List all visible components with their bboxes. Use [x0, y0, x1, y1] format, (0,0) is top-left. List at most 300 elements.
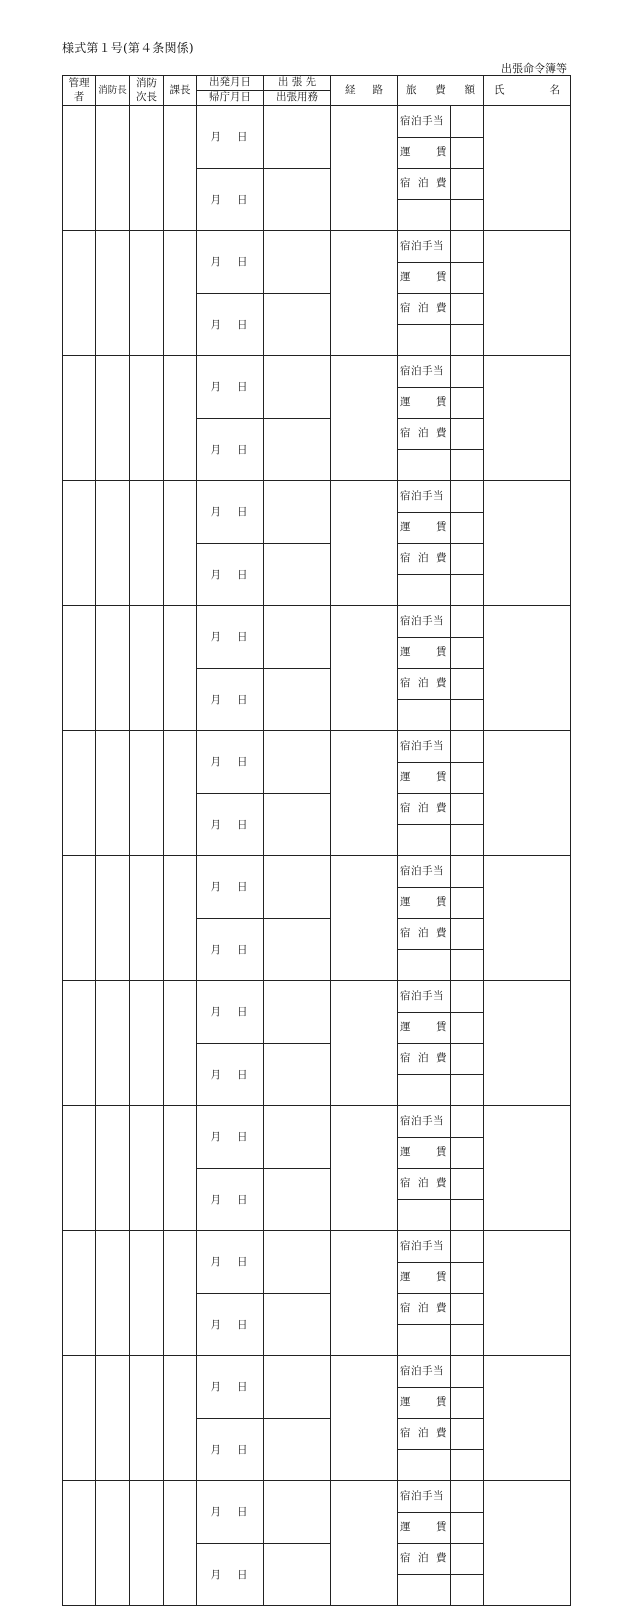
destination-cell[interactable]	[264, 356, 331, 419]
fare-amount[interactable]	[450, 262, 483, 293]
lodging-fee-char-1: 宿	[400, 802, 411, 814]
lodging-fee-amount[interactable]	[450, 1418, 483, 1449]
lodging-allowance-amount[interactable]	[450, 856, 483, 887]
lodging-allowance-label: 宿泊手当	[400, 1239, 444, 1252]
destination-cell[interactable]	[264, 606, 331, 669]
day-label: 日	[237, 318, 248, 331]
route-cell[interactable]	[331, 1356, 398, 1481]
fare-amount[interactable]	[450, 387, 483, 418]
header-manager-text: 管理者	[68, 77, 90, 103]
fare-amount[interactable]	[450, 637, 483, 668]
entry-row	[398, 949, 483, 980]
fire-chief-seal-cell[interactable]	[96, 481, 130, 606]
departure-date-cell[interactable]	[197, 481, 264, 544]
fare-label-cell	[398, 1137, 450, 1168]
name-cell[interactable]	[484, 856, 571, 981]
lodging-fee-char-1: 宿	[400, 1552, 411, 1564]
lodging-fee-label-cell	[398, 918, 450, 949]
lodging-fee-label-cell	[398, 1418, 450, 1449]
day-label: 日	[237, 1256, 248, 1269]
return-date-cell[interactable]	[197, 1293, 264, 1356]
day-label: 日	[237, 631, 248, 644]
lodging-allowance-label: 宿泊手当	[400, 364, 444, 377]
lodging-fee-char-2: 泊	[418, 927, 429, 939]
manager-seal-cell[interactable]	[63, 1481, 96, 1606]
departure-date-cell[interactable]	[197, 981, 264, 1044]
day-label: 日	[237, 1443, 248, 1456]
day-label: 日	[237, 1568, 248, 1581]
day-label: 日	[237, 506, 248, 519]
fare-label-char-2: 賃	[436, 146, 447, 158]
destination-cell[interactable]	[264, 731, 331, 794]
purpose-cell[interactable]	[264, 168, 331, 231]
fire-chief-seal-cell[interactable]	[96, 606, 130, 731]
fare-label-char-1: 運	[400, 521, 411, 533]
header-travel-expenses	[398, 76, 484, 106]
fare-label-cell	[398, 262, 450, 293]
departure-date-cell[interactable]	[197, 106, 264, 169]
return-date-cell[interactable]	[197, 168, 264, 231]
departure-date-cell[interactable]	[197, 1356, 264, 1419]
purpose-cell[interactable]	[264, 1043, 331, 1106]
fare-label-cell	[398, 637, 450, 668]
month-label: 月	[210, 443, 221, 456]
fare-label-char-1: 運	[400, 396, 411, 408]
entry-row	[398, 1074, 483, 1105]
expense-total-amount[interactable]	[450, 199, 483, 230]
entry-row	[398, 1137, 483, 1168]
fire-chief-seal-cell[interactable]	[96, 231, 130, 356]
return-date-cell[interactable]	[197, 918, 264, 981]
destination-cell[interactable]	[264, 1106, 331, 1169]
deputy-chief-seal-cell[interactable]	[130, 481, 164, 606]
lodging-fee-char-1: 宿	[400, 1177, 411, 1189]
fire-chief-seal-cell[interactable]	[96, 856, 130, 981]
entry-row	[398, 481, 483, 512]
header-purpose	[264, 91, 331, 106]
lodging-fee-label-cell	[398, 293, 450, 324]
lodging-fee-amount[interactable]	[450, 418, 483, 449]
entry-row	[398, 856, 483, 887]
deputy-chief-seal-cell[interactable]	[130, 1231, 164, 1356]
entry-row	[398, 199, 483, 230]
expense-total-amount[interactable]	[450, 949, 483, 980]
expense-total-blank	[398, 324, 450, 355]
manager-seal-cell[interactable]	[63, 231, 96, 356]
fire-chief-seal-cell[interactable]	[96, 106, 130, 231]
purpose-cell[interactable]	[264, 293, 331, 356]
lodging-allowance-amount[interactable]	[450, 1106, 483, 1137]
expense-total-amount[interactable]	[450, 1199, 483, 1230]
travel-expenses-cell	[398, 231, 484, 356]
fire-chief-seal-cell[interactable]	[96, 1481, 130, 1606]
expense-total-amount[interactable]	[450, 1449, 483, 1480]
header-return-date-text: 帰庁月日	[209, 91, 251, 104]
fare-label-cell	[398, 137, 450, 168]
lodging-fee-amount[interactable]	[450, 293, 483, 324]
expense-breakdown	[398, 1106, 483, 1230]
lodging-allowance-label-cell	[398, 231, 450, 262]
entry-row	[398, 418, 483, 449]
entry-row	[63, 356, 571, 419]
lodging-fee-char-1: 宿	[400, 1302, 411, 1314]
manager-seal-cell[interactable]	[63, 1231, 96, 1356]
section-chief-seal-cell[interactable]	[164, 1106, 197, 1231]
destination-cell[interactable]	[264, 231, 331, 294]
lodging-fee-char-3: 費	[436, 1427, 447, 1439]
lodging-fee-amount[interactable]	[450, 1043, 483, 1074]
purpose-cell[interactable]	[264, 1543, 331, 1606]
return-date-cell[interactable]	[197, 668, 264, 731]
entry-row	[398, 1481, 483, 1512]
lodging-allowance-label-cell	[398, 356, 450, 387]
lodging-allowance-label-cell	[398, 1106, 450, 1137]
departure-date-cell[interactable]	[197, 731, 264, 794]
entry-row	[398, 824, 483, 855]
fare-amount[interactable]	[450, 1137, 483, 1168]
expense-total-blank	[398, 1074, 450, 1105]
fare-amount[interactable]	[450, 762, 483, 793]
day-label: 日	[237, 443, 248, 456]
purpose-cell[interactable]	[264, 1293, 331, 1356]
travel-expenses-cell	[398, 856, 484, 981]
header-departure-date	[197, 76, 264, 91]
header-section-chief	[164, 76, 197, 106]
expense-breakdown	[398, 731, 483, 855]
fare-label-char-1: 運	[400, 1146, 411, 1158]
route-cell[interactable]	[331, 481, 398, 606]
section-chief-seal-cell[interactable]	[164, 981, 197, 1106]
section-chief-seal-cell[interactable]	[164, 1231, 197, 1356]
return-date-cell[interactable]	[197, 793, 264, 856]
lodging-allowance-label-cell	[398, 1481, 450, 1512]
manager-seal-cell[interactable]	[63, 981, 96, 1106]
manager-seal-cell[interactable]	[63, 606, 96, 731]
return-date-cell[interactable]	[197, 1543, 264, 1606]
section-chief-seal-cell[interactable]	[164, 1356, 197, 1481]
month-label: 月	[210, 693, 221, 706]
month-label: 月	[210, 631, 221, 644]
fire-chief-seal-cell[interactable]	[96, 1356, 130, 1481]
manager-seal-cell[interactable]	[63, 856, 96, 981]
destination-cell[interactable]	[264, 1356, 331, 1419]
entry-row	[398, 543, 483, 574]
lodging-allowance-label: 宿泊手当	[400, 1364, 444, 1377]
purpose-cell[interactable]	[264, 1418, 331, 1481]
lodging-allowance-amount[interactable]	[450, 481, 483, 512]
entry-row	[398, 387, 483, 418]
departure-date-cell[interactable]	[197, 1481, 264, 1544]
manager-seal-cell[interactable]	[63, 1106, 96, 1231]
route-cell[interactable]	[331, 1481, 398, 1606]
name-cell[interactable]	[484, 1231, 571, 1356]
purpose-cell[interactable]	[264, 1168, 331, 1231]
lodging-fee-amount[interactable]	[450, 918, 483, 949]
expense-total-amount[interactable]	[450, 1324, 483, 1355]
lodging-allowance-amount[interactable]	[450, 106, 483, 137]
purpose-cell[interactable]	[264, 668, 331, 731]
lodging-fee-amount[interactable]	[450, 793, 483, 824]
route-cell[interactable]	[331, 1231, 398, 1356]
lodging-fee-char-2: 泊	[418, 1302, 429, 1314]
route-cell[interactable]	[331, 606, 398, 731]
route-cell[interactable]	[331, 356, 398, 481]
name-cell[interactable]	[484, 481, 571, 606]
fare-label-char-2: 賃	[436, 896, 447, 908]
entry-row	[398, 1387, 483, 1418]
entry-row	[398, 356, 483, 387]
deputy-chief-seal-cell[interactable]	[130, 1481, 164, 1606]
expense-breakdown	[398, 981, 483, 1105]
lodging-fee-label-cell	[398, 168, 450, 199]
entry-row	[63, 1356, 571, 1419]
fare-amount[interactable]	[450, 1262, 483, 1293]
day-label: 日	[237, 943, 248, 956]
route-cell[interactable]	[331, 856, 398, 981]
lodging-allowance-label: 宿泊手当	[400, 989, 444, 1002]
expense-breakdown	[398, 1356, 483, 1480]
manager-seal-cell[interactable]	[63, 731, 96, 856]
expense-total-amount[interactable]	[450, 1074, 483, 1105]
deputy-chief-seal-cell[interactable]	[130, 1106, 164, 1231]
return-date-cell[interactable]	[197, 293, 264, 356]
deputy-chief-seal-cell[interactable]	[130, 356, 164, 481]
header-expenses-char-3: 額	[464, 83, 475, 96]
day-label: 日	[237, 1381, 248, 1394]
expense-total-amount[interactable]	[450, 1574, 483, 1605]
header-name	[484, 76, 571, 106]
fare-amount[interactable]	[450, 137, 483, 168]
lodging-fee-amount[interactable]	[450, 543, 483, 574]
manager-seal-cell[interactable]	[63, 481, 96, 606]
month-label: 月	[210, 506, 221, 519]
day-label: 日	[237, 1193, 248, 1206]
route-cell[interactable]	[331, 731, 398, 856]
month-label: 月	[210, 1568, 221, 1581]
return-date-cell[interactable]	[197, 1043, 264, 1106]
month-label: 月	[210, 818, 221, 831]
route-cell[interactable]	[331, 106, 398, 231]
lodging-fee-char-1: 宿	[400, 927, 411, 939]
departure-date-cell[interactable]	[197, 606, 264, 669]
lodging-fee-amount[interactable]	[450, 1168, 483, 1199]
name-cell[interactable]	[484, 231, 571, 356]
lodging-allowance-amount[interactable]	[450, 1356, 483, 1387]
header-name-char-2: 名	[549, 83, 560, 96]
lodging-fee-char-2: 泊	[418, 1177, 429, 1189]
section-chief-seal-cell[interactable]	[164, 731, 197, 856]
lodging-allowance-amount[interactable]	[450, 356, 483, 387]
departure-date-cell[interactable]	[197, 856, 264, 919]
month-label: 月	[210, 568, 221, 581]
section-chief-seal-cell[interactable]	[164, 481, 197, 606]
name-cell[interactable]	[484, 731, 571, 856]
section-chief-seal-cell[interactable]	[164, 1481, 197, 1606]
purpose-cell[interactable]	[264, 918, 331, 981]
entry-row	[398, 699, 483, 730]
expense-breakdown	[398, 481, 483, 605]
travel-expenses-cell	[398, 1356, 484, 1481]
lodging-fee-char-3: 費	[436, 177, 447, 189]
expense-total-amount[interactable]	[450, 699, 483, 730]
entry-row	[398, 574, 483, 605]
lodging-allowance-amount[interactable]	[450, 1481, 483, 1512]
departure-date-cell[interactable]	[197, 1106, 264, 1169]
name-cell[interactable]	[484, 1356, 571, 1481]
lodging-fee-amount[interactable]	[450, 168, 483, 199]
entry-row	[63, 1481, 571, 1544]
section-chief-seal-cell[interactable]	[164, 231, 197, 356]
lodging-allowance-amount[interactable]	[450, 731, 483, 762]
manager-seal-cell[interactable]	[63, 106, 96, 231]
entry-row	[398, 606, 483, 637]
entry-row	[398, 324, 483, 355]
destination-cell[interactable]	[264, 1481, 331, 1544]
fare-label-char-1: 運	[400, 1021, 411, 1033]
fire-chief-seal-cell[interactable]	[96, 1106, 130, 1231]
section-chief-seal-cell[interactable]	[164, 856, 197, 981]
entry-row	[398, 1293, 483, 1324]
fare-amount[interactable]	[450, 512, 483, 543]
expense-total-amount[interactable]	[450, 824, 483, 855]
lodging-allowance-amount[interactable]	[450, 1231, 483, 1262]
fare-label-char-1: 運	[400, 146, 411, 158]
name-cell[interactable]	[484, 106, 571, 231]
section-chief-seal-cell[interactable]	[164, 106, 197, 231]
fare-label-char-1: 運	[400, 896, 411, 908]
day-label: 日	[237, 131, 248, 144]
entry-row	[398, 1324, 483, 1355]
day-label: 日	[237, 1131, 248, 1144]
deputy-chief-seal-cell[interactable]	[130, 856, 164, 981]
deputy-chief-seal-cell[interactable]	[130, 1356, 164, 1481]
expense-total-blank	[398, 824, 450, 855]
fare-label-char-1: 運	[400, 646, 411, 658]
name-cell[interactable]	[484, 981, 571, 1106]
lodging-allowance-label: 宿泊手当	[400, 239, 444, 252]
travel-expenses-cell	[398, 1231, 484, 1356]
manager-seal-cell[interactable]	[63, 356, 96, 481]
entry-row	[398, 1543, 483, 1574]
fare-label-char-1: 運	[400, 771, 411, 783]
entry-row	[398, 1168, 483, 1199]
lodging-fee-char-1: 宿	[400, 552, 411, 564]
expense-total-amount[interactable]	[450, 449, 483, 480]
purpose-cell[interactable]	[264, 793, 331, 856]
destination-cell[interactable]	[264, 856, 331, 919]
expense-total-blank	[398, 1449, 450, 1480]
deputy-chief-seal-cell[interactable]	[130, 981, 164, 1106]
entry-row	[398, 1231, 483, 1262]
section-chief-seal-cell[interactable]	[164, 606, 197, 731]
lodging-fee-char-3: 費	[436, 1552, 447, 1564]
fare-amount[interactable]	[450, 1512, 483, 1543]
fare-label-char-2: 賃	[436, 521, 447, 533]
route-cell[interactable]	[331, 231, 398, 356]
lodging-allowance-label-cell	[398, 856, 450, 887]
route-cell[interactable]	[331, 981, 398, 1106]
fare-amount[interactable]	[450, 1387, 483, 1418]
return-date-cell[interactable]	[197, 543, 264, 606]
lodging-allowance-label-cell	[398, 106, 450, 137]
header-fire-chief-text: 消防長	[98, 84, 127, 96]
entry-row	[63, 106, 571, 169]
fire-chief-seal-cell[interactable]	[96, 731, 130, 856]
fare-label-char-2: 賃	[436, 771, 447, 783]
entry-row	[398, 262, 483, 293]
lodging-fee-char-3: 費	[436, 1302, 447, 1314]
header-deputy-chief-text: 消防次長	[136, 77, 157, 103]
month-label: 月	[210, 318, 221, 331]
name-cell[interactable]	[484, 1481, 571, 1606]
lodging-allowance-amount[interactable]	[450, 606, 483, 637]
destination-cell[interactable]	[264, 106, 331, 169]
name-cell[interactable]	[484, 1106, 571, 1231]
fire-chief-seal-cell[interactable]	[96, 981, 130, 1106]
expense-total-amount[interactable]	[450, 574, 483, 605]
name-cell[interactable]	[484, 606, 571, 731]
return-date-cell[interactable]	[197, 418, 264, 481]
purpose-cell[interactable]	[264, 418, 331, 481]
departure-date-cell[interactable]	[197, 231, 264, 294]
entry-row	[63, 981, 571, 1044]
departure-date-cell[interactable]	[197, 356, 264, 419]
entry-row	[398, 1043, 483, 1074]
return-date-cell[interactable]	[197, 1168, 264, 1231]
entry-row	[398, 106, 483, 137]
lodging-fee-amount[interactable]	[450, 1293, 483, 1324]
lodging-fee-amount[interactable]	[450, 668, 483, 699]
return-date-cell[interactable]	[197, 1418, 264, 1481]
fire-chief-seal-cell[interactable]	[96, 356, 130, 481]
manager-seal-cell[interactable]	[63, 1356, 96, 1481]
deputy-chief-seal-cell[interactable]	[130, 231, 164, 356]
fare-label-cell	[398, 1387, 450, 1418]
lodging-fee-char-3: 費	[436, 1052, 447, 1064]
destination-cell[interactable]	[264, 981, 331, 1044]
lodging-fee-char-1: 宿	[400, 1427, 411, 1439]
expense-total-blank	[398, 1324, 450, 1355]
entry-row	[63, 606, 571, 669]
expense-breakdown	[398, 1481, 483, 1605]
lodging-fee-amount[interactable]	[450, 1543, 483, 1574]
deputy-chief-seal-cell[interactable]	[130, 106, 164, 231]
deputy-chief-seal-cell[interactable]	[130, 606, 164, 731]
day-label: 日	[237, 256, 248, 269]
day-label: 日	[237, 693, 248, 706]
section-chief-seal-cell[interactable]	[164, 356, 197, 481]
deputy-chief-seal-cell[interactable]	[130, 731, 164, 856]
fare-amount[interactable]	[450, 1012, 483, 1043]
purpose-cell[interactable]	[264, 543, 331, 606]
entry-row	[398, 1199, 483, 1230]
destination-cell[interactable]	[264, 481, 331, 544]
route-cell[interactable]	[331, 1106, 398, 1231]
lodging-allowance-amount[interactable]	[450, 231, 483, 262]
lodging-fee-label-cell	[398, 1293, 450, 1324]
destination-cell[interactable]	[264, 1231, 331, 1294]
fire-chief-seal-cell[interactable]	[96, 1231, 130, 1356]
expense-total-amount[interactable]	[450, 324, 483, 355]
fare-label-char-1: 運	[400, 1271, 411, 1283]
lodging-allowance-amount[interactable]	[450, 981, 483, 1012]
fare-label-char-1: 運	[400, 271, 411, 283]
header-destination	[264, 76, 331, 91]
departure-date-cell[interactable]	[197, 1231, 264, 1294]
fare-label-cell	[398, 762, 450, 793]
month-label: 月	[210, 1381, 221, 1394]
name-cell[interactable]	[484, 356, 571, 481]
